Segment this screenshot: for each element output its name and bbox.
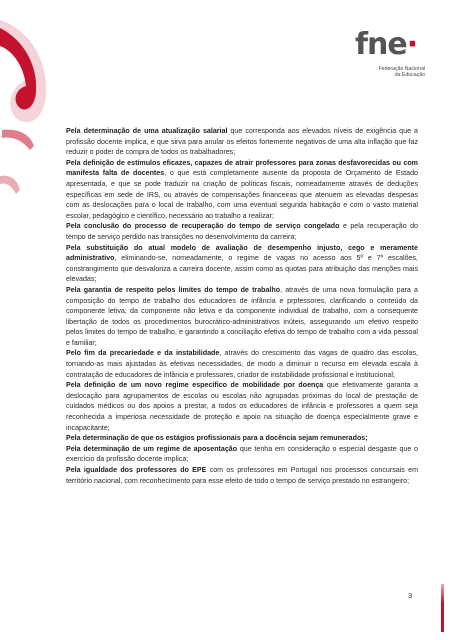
paragraph: Pela determinação de um regime de aposentação que tenha em consideração o especial desgaste que o exercício da profissão docente implica; (66, 444, 419, 464)
document-body (66, 126, 418, 486)
page-number: 3 (408, 591, 413, 600)
logo-subtitle (359, 66, 425, 78)
paragraph: Pela igualdade dos professores do EPE com os professores em Portugal nos processos concursais em território nacional, com reconhecimento para esse efeito de todo o tempo de serviço prestado no estrangeiro; (66, 466, 418, 485)
paragraph: Pela substituição do atual modelo de avaliação de desempenho injusto, cego e meramente administrativo, eliminando-se, nomeadamente, o regime de vagas no acesso aos 5º e 7º escalões, constrangimento que desvaloriza a carreira docente, assim como as quotas para atribuição das menções mais elevadas; (66, 243, 418, 284)
side-color-mark (441, 584, 444, 632)
logo-subtitle-line-2: da Educação (394, 72, 425, 78)
logo-mark: fne· (355, 27, 418, 62)
fne-logo (355, 27, 425, 92)
paragraph: Pela definição de um novo regime específico de mobilidade por doença que efetivamente garanta a deslocação para agrupamentos de escolas ou escolas não agrupadas próximas do local de prestação de cuidados médicos ou dos apoios a prestar, a todos os educadores de infância e professores a quem seja reconhecida a imperiosa necessidade de proteção e apoio na situação de doença especialmente grave e incapacitante; (66, 381, 419, 432)
paragraph: Pela garantia de respeito pelos limites do tempo de trabalho, através de uma nova formulação para a composição do tempo de trabalho dos educadores de infância e prpfessores, clarificando o conteúdo da componente letiva, da componente não letiva e da componente individual de trabalho, com a consequente libertação de todos os procedimentos burocrático-administrativos inúteis, assegurando um efetivo respeito pelos limites do tempo de trabalho, e garantindo a conciliação efetiva do tempo de trabalho com a vida pessoal e familiar; (66, 285, 418, 347)
paragraph: Pelo fim da precariedade e da instabilidade, através do crescimento das vagas de quadro das escolas, tornando-as mais ajustadas às efetivas necessidades, de modo a diminuir o recurso em elevada escala à contratação de educadores de infância e professores, criador de instabilidade profissional e institucional; (66, 349, 418, 379)
decorative-corner-graphic (0, 0, 60, 260)
paragraph: Pela determinação de que os estágios profissionais para a docência sejam remunerados; (66, 434, 368, 443)
logo-subtitle-line-1: Federação Nacional (378, 66, 425, 72)
paragraph: Pela determinação de uma atualização salarial que corresponda aos elevados níveis de exigência que a profissão docente implica, e que sirva para anular os efeitos fortemente negativos de uma alta inflação que faz reduzir o poder de compra de todos os trabalhadores; (66, 127, 418, 157)
paragraph: Pela definição de estímulos eficazes, capazes de atrair professores para zonas desfavorecidas ou com manifesta falta de docentes, o que está completamente ausente da proposta de Orçamento de Estado apresentada, e que se pode traduzir na criação de políticas fiscais, nomeadamente através de deduções específicas em sede de IRS, ou através de compensações financeiras que atenuem as elevadas despesas com as deslocações para o local de trabalho, com uma eventual segunda habitação e com o vasto material escolar, pedagógico e científico, necessário ao trabalho a realizar; (66, 158, 418, 220)
paragraph: Pela conclusão do processo de recuperação do tempo de serviço congelado e pela recuperação do tempo de serviço perdido nas transições no desenvolvimento da carreira; (66, 222, 418, 241)
